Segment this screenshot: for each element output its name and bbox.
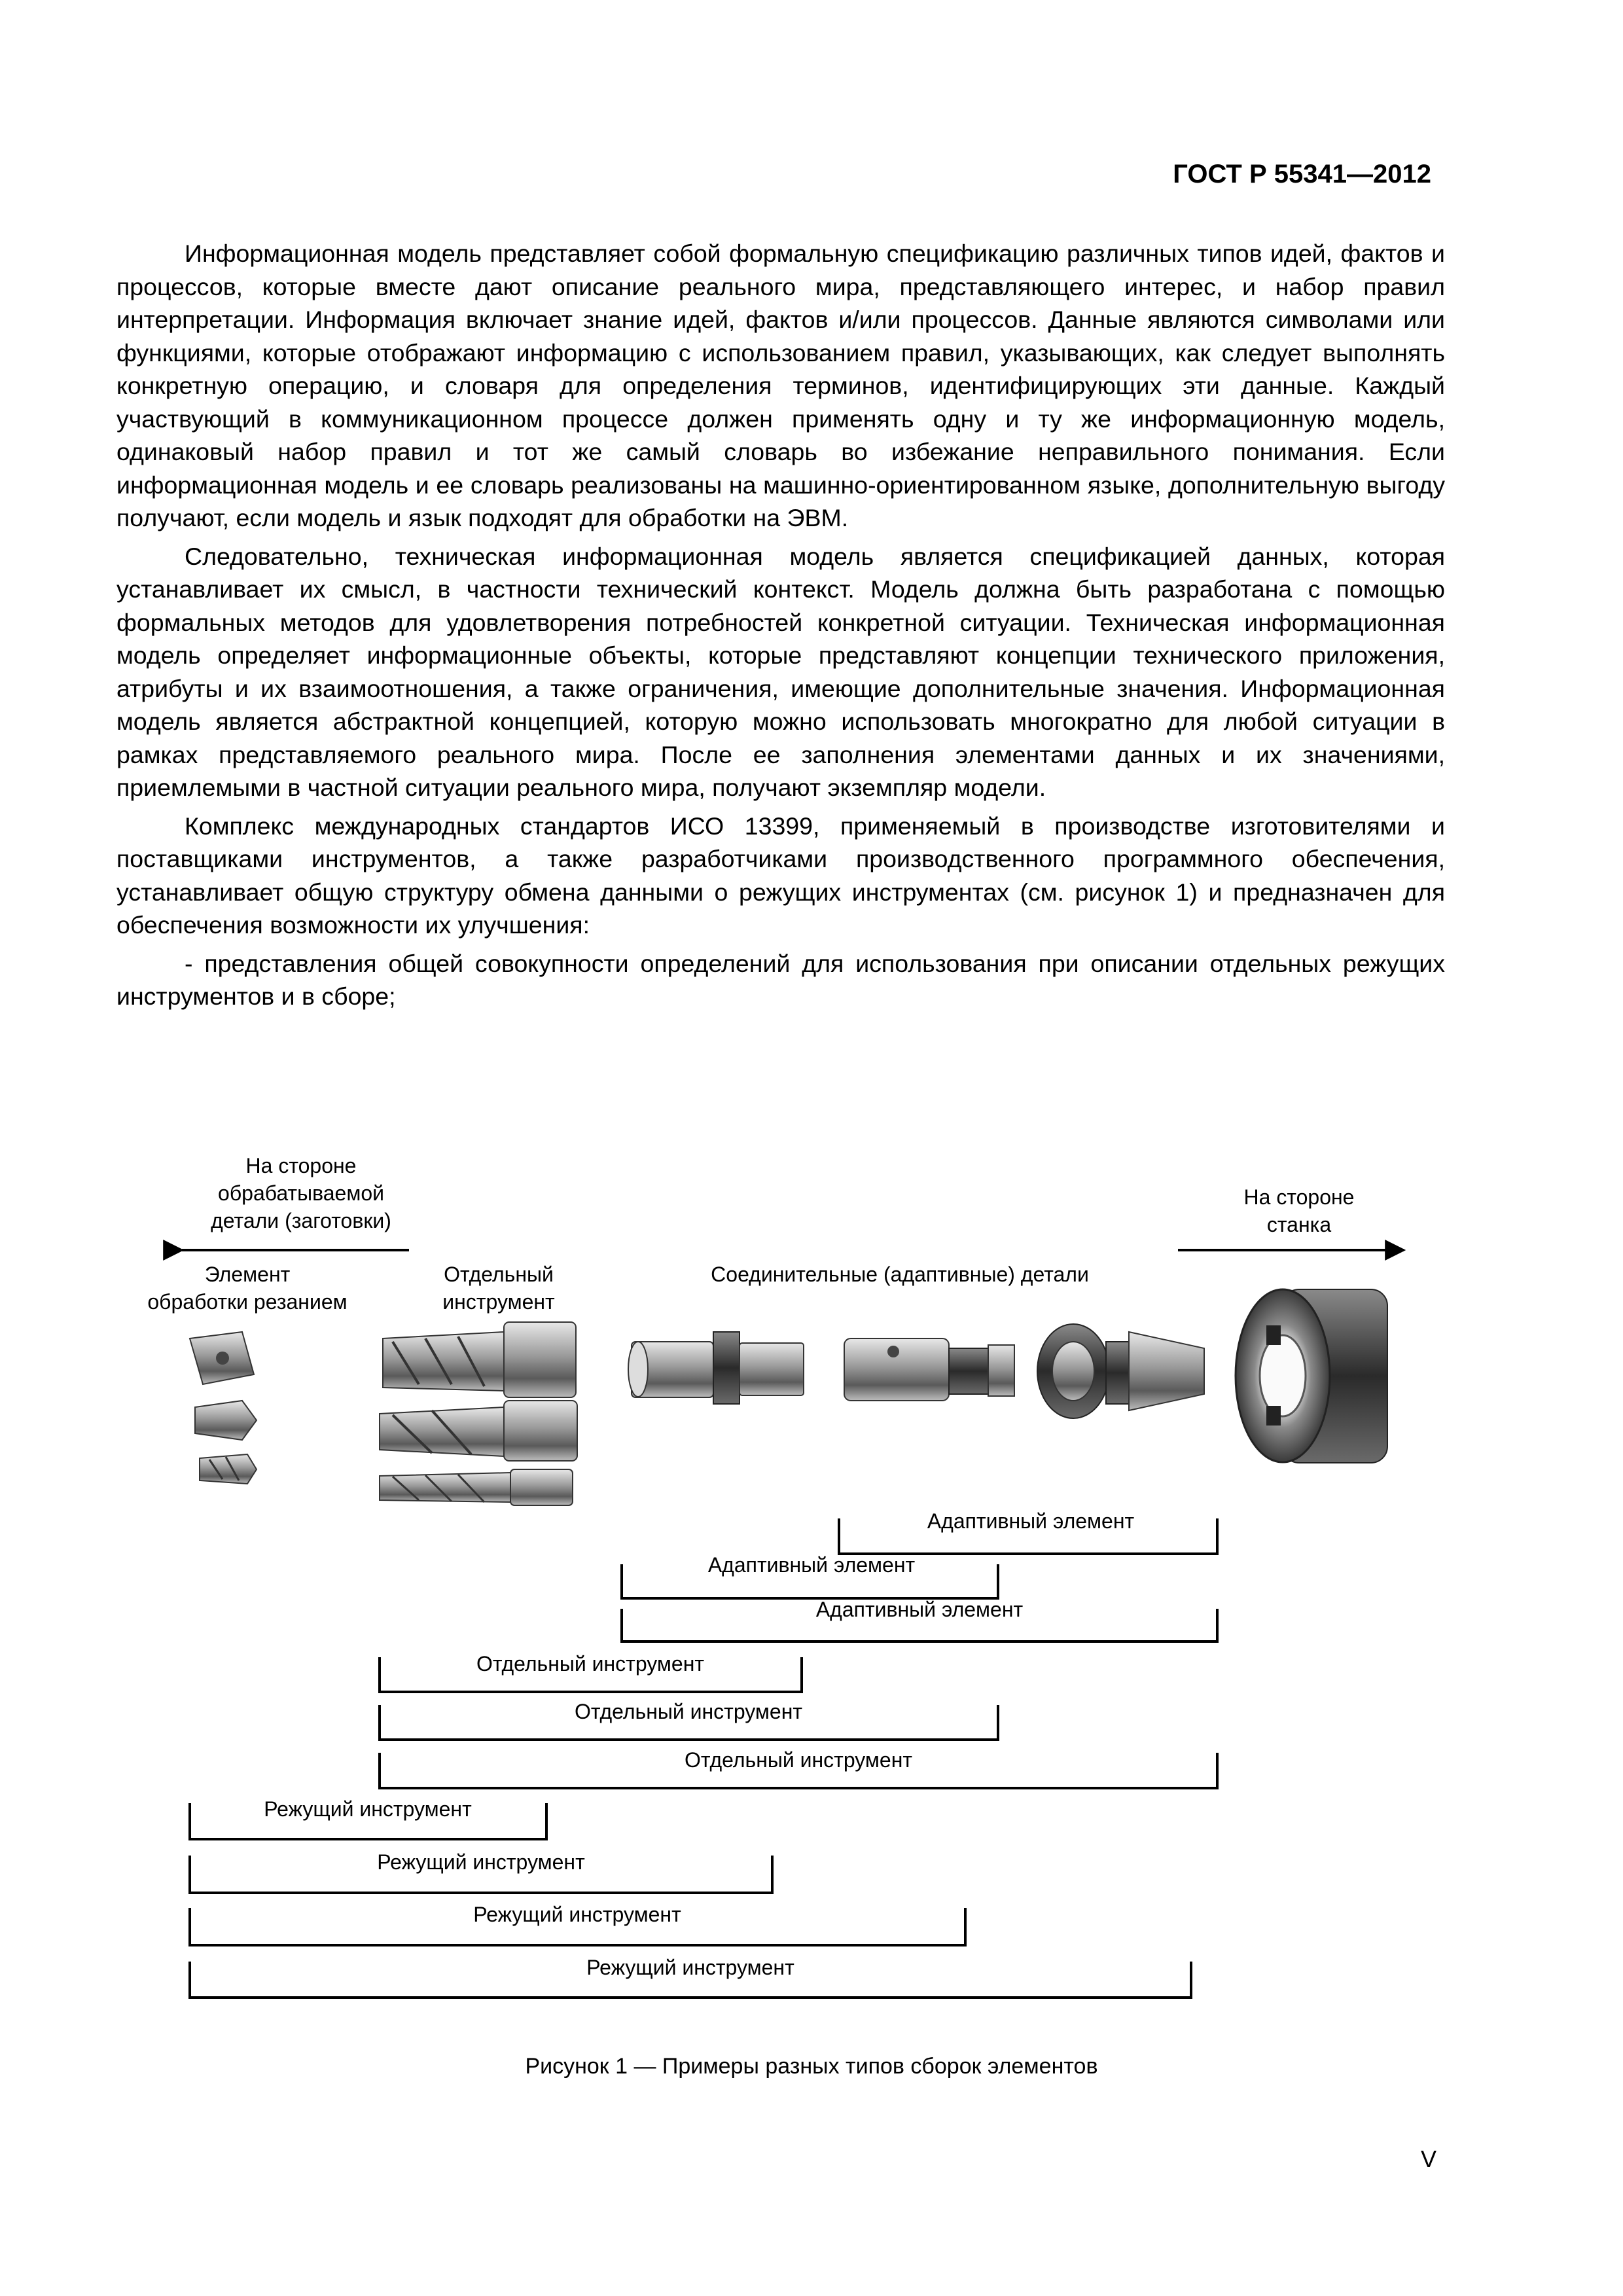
page-number: V xyxy=(1420,2145,1436,2172)
drill-tool-1-icon xyxy=(383,1322,576,1397)
drill-tool-3-icon xyxy=(380,1469,573,1505)
paragraph-3: Комплекс международных стандартов ИСО 13399, применяемый в производстве изготовителями и поставщиками инструментов, а также разработчиками производственного программного обеспечения, устанавливает общую структуру обмена данными о режущих инструментах (см. рисунок 1) и предназначен для обеспечения возможности их улучшения: xyxy=(116,812,1445,939)
workpiece-side-label xyxy=(211,1154,391,1232)
machine-side-label xyxy=(1244,1185,1355,1236)
col-individual-tool-1: Отдельный xyxy=(444,1263,554,1286)
label-cutting-3: Режущий инструмент xyxy=(473,1903,681,1926)
adapter-1-icon xyxy=(628,1332,804,1404)
label-adaptive-2: Адаптивный элемент xyxy=(707,1553,916,1577)
col-cutting-element-1: Элемент xyxy=(204,1263,291,1286)
label-cutting-4: Режущий инструмент xyxy=(586,1956,794,1979)
label-cutting-1: Режущий инструмент xyxy=(264,1797,472,1821)
label-individual-1: Отдельный инструмент xyxy=(476,1652,705,1676)
spindle-icon xyxy=(1236,1289,1387,1463)
figure-1 xyxy=(0,1113,1623,2094)
svg-text:обрабатываемой: обрабатываемой xyxy=(218,1181,384,1205)
label-cutting-2: Режущий инструмент xyxy=(377,1850,585,1874)
svg-text:На стороне: На стороне xyxy=(245,1154,357,1177)
label-adaptive-3: Адаптивный элемент xyxy=(815,1598,1024,1621)
small-drill-icon xyxy=(200,1454,257,1484)
insert-icon xyxy=(190,1332,254,1384)
drill-head-icon xyxy=(195,1401,257,1440)
list-item-1: - представления общей совокупности определений для использования при описании отдельных режущих инструментов и в сборе; xyxy=(116,949,1445,1010)
svg-text:детали (заготовки): детали (заготовки) xyxy=(211,1209,391,1232)
drill-tool-2-icon xyxy=(380,1401,577,1461)
svg-text:На стороне: На стороне xyxy=(1243,1185,1355,1209)
label-adaptive-1: Адаптивный элемент xyxy=(927,1509,1135,1533)
adapter-2-icon xyxy=(844,1338,1014,1401)
paragraph-1: Информационная модель представляет собой формальную спецификацию различных типов идей, фактов и процессов, которые вместе дают описание реального мира, представляющего интерес, и набор правил интерпретации. Информация включает знание идей, фактов и/или процессов. Данные являются символами или функциями, которые отображают информацию с использованием правил, указывающих, как следует выполнять конкретную операцию, и словаря для определения терминов, идентифицирующих эти данные. Каждый участвующий в коммуникационном процессе должен применять одну и ту же информационную модель, одинаковый набор правил и тот же самый словарь во избежание неправильного понимания. Если информационная модель и ее словарь реализованы на машинно-ориентированном языке, дополнительную выгоду получают, если модель и язык подходят для обработки на ЭВМ. xyxy=(116,240,1445,531)
col-individual-tool-2: инструмент xyxy=(442,1290,555,1314)
figure-caption: Рисунок 1 — Примеры разных типов сборок элементов xyxy=(525,2054,1098,2079)
label-individual-3: Отдельный инструмент xyxy=(684,1748,913,1772)
document-header: ГОСТ Р 55341—2012 xyxy=(1173,160,1431,188)
body-text xyxy=(116,237,1445,1018)
label-individual-2: Отдельный инструмент xyxy=(574,1700,803,1723)
tool-holder-icon xyxy=(1037,1324,1204,1418)
svg-text:станка: станка xyxy=(1266,1213,1332,1236)
paragraph-2: Следовательно, техническая информационная модель является спецификацией данных, которая устанавливает их смысл, в частности технический контекст. Модель должна быть разработана с помощью формальных методов для удовлетворения потребностей конкретной ситуации. Техническая информационная модель определяет информационные объекты, которые представляют концепции технического приложения, атрибуты и их взаимоотношения, а также ограничения, имеющие дополнительные значения. Информационная модель является абстрактной концепцией, которую можно использовать многократно для любой ситуации в рамках представляемого реального мира. После ее заполнения элементами данных и их значениями, приемлемыми в частной ситуации реального мира, получают экземпляр модели. xyxy=(116,542,1445,801)
col-adaptive-parts: Соединительные (адаптивные) детали xyxy=(711,1263,1089,1286)
col-cutting-element-2: обработки резанием xyxy=(147,1290,348,1314)
